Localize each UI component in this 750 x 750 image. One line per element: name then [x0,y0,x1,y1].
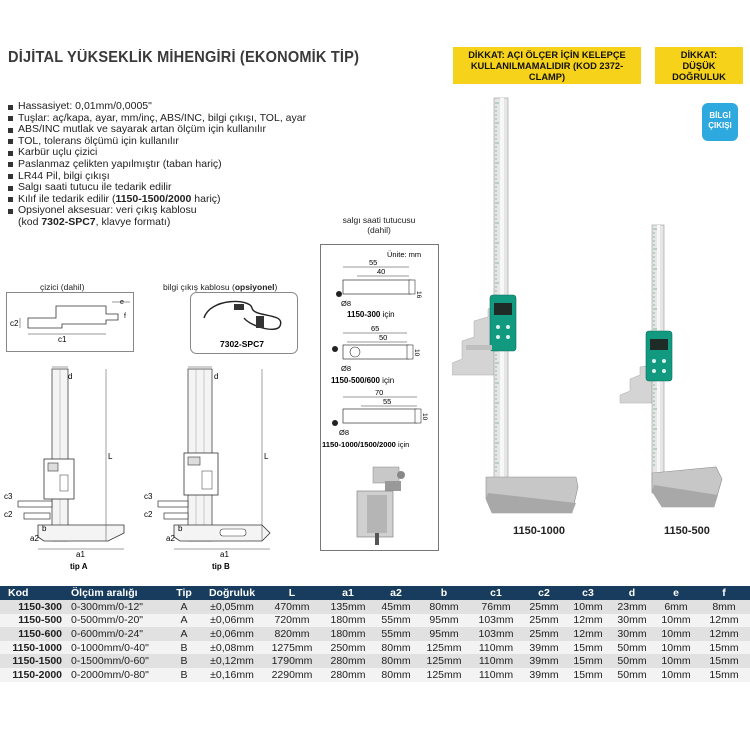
cell-a2: 80mm [374,641,418,655]
feature-item: Paslanmaz çelikten yapılmıştır (taban hariç) [8,159,306,171]
cell-d: 30mm [610,627,654,641]
cell-kod: 1150-2000 [0,668,68,682]
cell-b: 125mm [418,668,470,682]
cell-a2: 55mm [374,627,418,641]
header-a1: a1 [322,586,374,600]
header-kod: Kod [0,586,68,600]
product-photos [452,95,748,535]
type-a-d: d [68,372,73,381]
cell-kod: 1150-300 [0,600,68,614]
type-a-caption: tip A [70,562,88,571]
holder3-side: 10 [421,413,428,421]
cell-L: 1790mm [262,654,322,668]
holder1-inner: 40 [377,267,386,276]
cell-c2: 25mm [522,600,566,614]
cell-kod: 1150-1000 [0,641,68,655]
cell-tip: A [166,600,202,614]
feature-item: ABS/INC mutlak ve sayarak artan ölçüm için kullanılır [8,124,306,136]
cell-accuracy: ±0,16mm [202,668,262,682]
warning-accuracy-line2: DÜŞÜK DOĞRULUK [672,61,726,82]
cell-L: 470mm [262,600,322,614]
cell-a2: 55mm [374,614,418,628]
cell-e: 10mm [654,641,698,655]
scriber-e: e [120,299,124,306]
cell-a1: 180mm [322,627,374,641]
cell-e: 10mm [654,614,698,628]
cell-range: 0-1500mm/0-60" [68,654,166,668]
holder-photo [357,467,405,545]
feature-case-bold: 1150-1500/2000 [115,192,192,205]
cable-diagram [190,292,298,354]
holder-unit: Ünite: mm [387,250,422,259]
cable-label-bold: opsiyonel [234,282,275,292]
spec-row [0,600,750,614]
holder3-suffix: için [395,440,410,449]
cell-c3: 15mm [566,668,610,682]
cell-L: 720mm [262,614,322,628]
cell-a1: 135mm [322,600,374,614]
cell-accuracy: ±0,08mm [202,641,262,655]
type-b-L: L [264,452,269,461]
cell-c2: 39mm [522,654,566,668]
cell-a1: 180mm [322,614,374,628]
cell-accuracy: ±0,05mm [202,600,262,614]
feature-case-pre: Kılıf ile tedarik edilir ( [18,192,116,205]
feature-case-post: hariç) [191,192,221,205]
type-a-c3: c3 [4,492,13,501]
cell-accuracy: ±0,06mm [202,627,262,641]
holder3-model: 1150-1000/1500/2000 [322,440,396,449]
cell-d: 50mm [610,668,654,682]
cell-a1: 250mm [322,641,374,655]
header-c3: c3 [566,586,610,600]
holder2-caption [331,376,394,385]
scriber-c2: c2 [10,319,19,328]
feature-list [8,101,306,229]
feature-optional-pre: (kod [18,215,42,228]
type-b-drawing [144,365,279,575]
cell-f: 15mm [698,668,750,682]
cell-a2: 45mm [374,600,418,614]
feature-item: Salgı saati tutucu ile tedarik edilir [8,182,306,194]
cell-f: 8mm [698,600,750,614]
holder-title-line2: (dahil) [367,225,391,235]
holder2-suffix: için [379,376,395,385]
holder-title-line1: salgı saati tutucusu [342,215,416,225]
model-label-right: 1150-500 [664,525,710,537]
holder1-side: 16 [415,291,422,299]
cell-e: 10mm [654,668,698,682]
type-b-a2: a2 [166,534,175,543]
cell-b: 95mm [418,627,470,641]
cell-range: 0-2000mm/0-80" [68,668,166,682]
cell-a1: 280mm [322,654,374,668]
holder2-side: 10 [413,349,420,357]
holder3-inner: 55 [383,397,392,406]
type-a-b: b [42,524,47,533]
spec-row [0,627,750,641]
type-a-a1: a1 [76,550,85,559]
holder3-caption [322,440,409,449]
type-b-d: d [214,372,219,381]
cell-L: 820mm [262,627,322,641]
holder3-top: 70 [375,388,384,397]
cell-kod: 1150-1500 [0,654,68,668]
cell-accuracy: ±0,06mm [202,614,262,628]
holder2-dia: Ø8 [341,364,352,373]
holder1-caption [347,310,395,319]
feature-optional-post: , klavye formatı) [95,215,171,228]
cell-c1: 103mm [470,614,522,628]
cell-tip: B [166,641,202,655]
type-b-c2: c2 [144,510,153,519]
cell-e: 10mm [654,627,698,641]
feature-item: LR44 Pil, bilgi çıkışı [8,171,306,183]
cell-f: 15mm [698,641,750,655]
cell-accuracy: ±0,12mm [202,654,262,668]
cell-range: 0-500mm/0-20" [68,614,166,628]
model-label-left: 1150-1000 [513,525,565,537]
cell-tip: A [166,614,202,628]
type-b-b: b [178,524,183,533]
header-c2: c2 [522,586,566,600]
cell-e: 10mm [654,654,698,668]
spec-row [0,614,750,628]
scriber-f: f [124,313,126,320]
holder2-model: 1150-500/600 [331,376,380,385]
cell-d: 50mm [610,654,654,668]
holder2-inner: 50 [379,333,388,342]
cell-c1: 110mm [470,641,522,655]
cell-range: 0-600mm/0-24" [68,627,166,641]
cell-L: 1275mm [262,641,322,655]
warning-accuracy-box [655,47,743,84]
cell-kod: 1150-600 [0,627,68,641]
cell-c3: 15mm [566,641,610,655]
cell-c2: 25mm [522,627,566,641]
spec-table [0,586,750,682]
holder2-top: 65 [371,324,380,333]
header-L: L [262,586,322,600]
type-a-drawing [4,365,134,575]
badge-line1: BİLGİ [709,111,731,120]
height-gauge-1150-500 [620,225,722,507]
scriber-diagram [6,292,134,352]
cable-label-post: ) [274,282,278,292]
cell-c2: 39mm [522,641,566,655]
cell-c3: 15mm [566,654,610,668]
cell-b: 80mm [418,600,470,614]
cable-code: 7302-SPC7 [220,339,264,349]
holder-title [334,215,424,235]
page-title: DİJİTAL YÜKSEKLİK MİHENGİRİ (EKONOMİK TİP) [8,49,360,66]
holder-drawings [321,245,440,552]
header-range: Ölçüm aralığı [68,586,166,600]
cell-c1: 103mm [470,627,522,641]
warning-clamp-box [453,47,641,84]
header-c1: c1 [470,586,522,600]
cell-a2: 80mm [374,668,418,682]
badge-line2: ÇIKIŞI [708,121,732,130]
feature-optional-bold: 7302-SPC7 [41,215,96,228]
spec-row [0,641,750,655]
type-a-c2: c2 [4,510,13,519]
holder-box [320,244,439,551]
holder1-suffix: için [380,310,395,319]
type-a-L: L [108,452,113,461]
cell-c1: 110mm [470,654,522,668]
feature-item-optional: Opsiyonel aksesuar: veri çıkış kablosu [8,205,306,217]
spec-row [0,668,750,682]
cell-range: 0-300mm/0-12" [68,600,166,614]
scriber-c1: c1 [58,335,67,344]
scriber-label: çizici (dahil) [40,282,85,292]
header-f: f [698,586,750,600]
cell-tip: B [166,668,202,682]
cell-tip: B [166,654,202,668]
cell-c3: 12mm [566,627,610,641]
cell-b: 95mm [418,614,470,628]
header-accuracy: Doğruluk [202,586,262,600]
warning-clamp-line1: DİKKAT: AÇI ÖLÇER İÇİN KELEPÇE [468,50,626,60]
cable-label-pre: bilgi çıkış kablosu ( [163,282,235,292]
cell-range: 0-1000mm/0-40" [68,641,166,655]
header-d: d [610,586,654,600]
cell-f: 15mm [698,654,750,668]
cell-b: 125mm [418,641,470,655]
cell-tip: A [166,627,202,641]
cell-c2: 39mm [522,668,566,682]
holder3-dia: Ø8 [339,428,350,437]
cell-c3: 10mm [566,600,610,614]
cell-c1: 110mm [470,668,522,682]
feature-item-optional-cont [8,217,306,229]
holder1-top: 55 [369,258,378,267]
cell-b: 125mm [418,654,470,668]
cell-c1: 76mm [470,600,522,614]
type-b-a1: a1 [220,550,229,559]
cell-f: 12mm [698,627,750,641]
spec-row [0,654,750,668]
type-a-a2: a2 [30,534,39,543]
cell-d: 23mm [610,600,654,614]
cell-c3: 12mm [566,614,610,628]
feature-item: TOL, tolerans ölçümü için kullanılır [8,136,306,148]
type-b-caption: tip B [212,562,230,571]
cell-a2: 80mm [374,654,418,668]
cell-d: 50mm [610,641,654,655]
holder1-model: 1150-300 [347,310,381,319]
spec-header-row [0,586,750,600]
holder1-dia: Ø8 [341,299,352,308]
cell-f: 12mm [698,614,750,628]
height-gauge-1150-1000 [452,98,578,513]
header-tip: Tip [166,586,202,600]
header-b: b [418,586,470,600]
cell-L: 2290mm [262,668,322,682]
warning-clamp-line2: KULLANILMAMALIDIR (KOD 2372-CLAMP) [470,61,624,82]
cable-label [163,282,277,292]
header-a2: a2 [374,586,418,600]
feature-item: Hassasiyet: 0,01mm/0,0005" [8,101,306,113]
cell-e: 6mm [654,600,698,614]
feature-item: Karbür uçlu çizici [8,147,306,159]
cell-kod: 1150-500 [0,614,68,628]
cell-d: 30mm [610,614,654,628]
header-e: e [654,586,698,600]
warning-accuracy-line1: DİKKAT: [680,50,718,60]
cell-a1: 280mm [322,668,374,682]
cell-c2: 25mm [522,614,566,628]
feature-item: Tuşlar: aç/kapa, ayar, mm/inç, ABS/INC, bilgi çıkışı, TOL, ayar [8,113,306,125]
type-b-c3: c3 [144,492,153,501]
